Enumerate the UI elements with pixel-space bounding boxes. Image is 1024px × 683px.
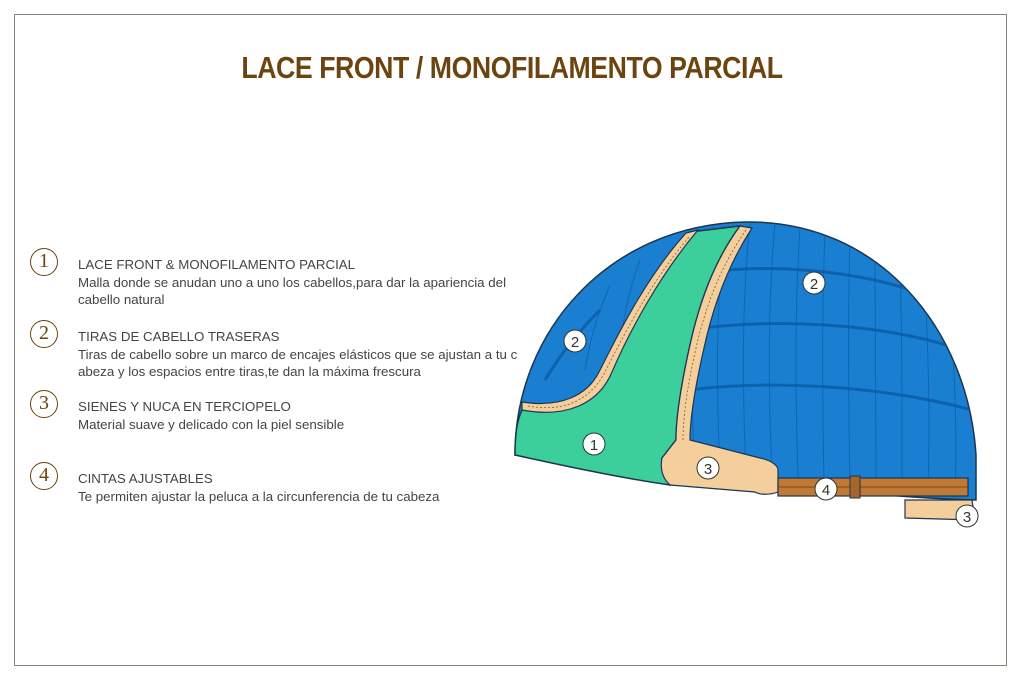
diagram-marker-temple-tab <box>697 457 719 479</box>
legend-description: Te permiten ajustar la peluca a la circunferencia de tu cabeza <box>78 488 440 504</box>
diagram-marker-nape-tab <box>956 505 978 527</box>
marker-label: 2 <box>570 334 580 351</box>
diagram-marker-front-lace <box>583 433 605 455</box>
legend-description: Malla donde se anudan uno a uno los cabellos,para dar la apariencia del cabello natural <box>78 274 507 307</box>
marker-label: 1 <box>589 437 599 454</box>
legend-heading: CINTAS AJUSTABLES <box>78 471 213 486</box>
legend-description: Tiras de cabello sobre un marco de encajes elásticos que se ajustan a tu c abeza y los espacios entre tiras,te dan la máxima frescura <box>78 346 518 379</box>
marker-label: 3 <box>703 461 713 478</box>
marker-label: 3 <box>962 509 972 526</box>
legend-description: Material suave y delicado con la piel sensible <box>78 416 345 432</box>
diagram-marker-back-strips-top <box>803 272 825 294</box>
page-title: LACE FRONT / MONOFILAMENTO PARCIAL <box>241 50 783 85</box>
legend-heading: LACE FRONT & MONOFILAMENTO PARCIAL <box>78 257 356 272</box>
marker-label: 2 <box>809 276 819 293</box>
legend-heading: TIRAS DE CABELLO TRASERAS <box>78 329 280 344</box>
legend-number-badge: 1 <box>30 248 58 276</box>
marker-label: 4 <box>821 482 831 499</box>
legend-heading: SIENES Y NUCA EN TERCIOPELO <box>78 399 291 414</box>
legend-number-badge: 2 <box>30 320 58 348</box>
diagram-marker-strap <box>815 478 837 500</box>
legend-number-badge: 4 <box>30 462 58 490</box>
strap-buckle <box>850 476 860 498</box>
legend-number-badge: 3 <box>30 390 58 418</box>
diagram-marker-back-strips-left <box>564 330 586 352</box>
